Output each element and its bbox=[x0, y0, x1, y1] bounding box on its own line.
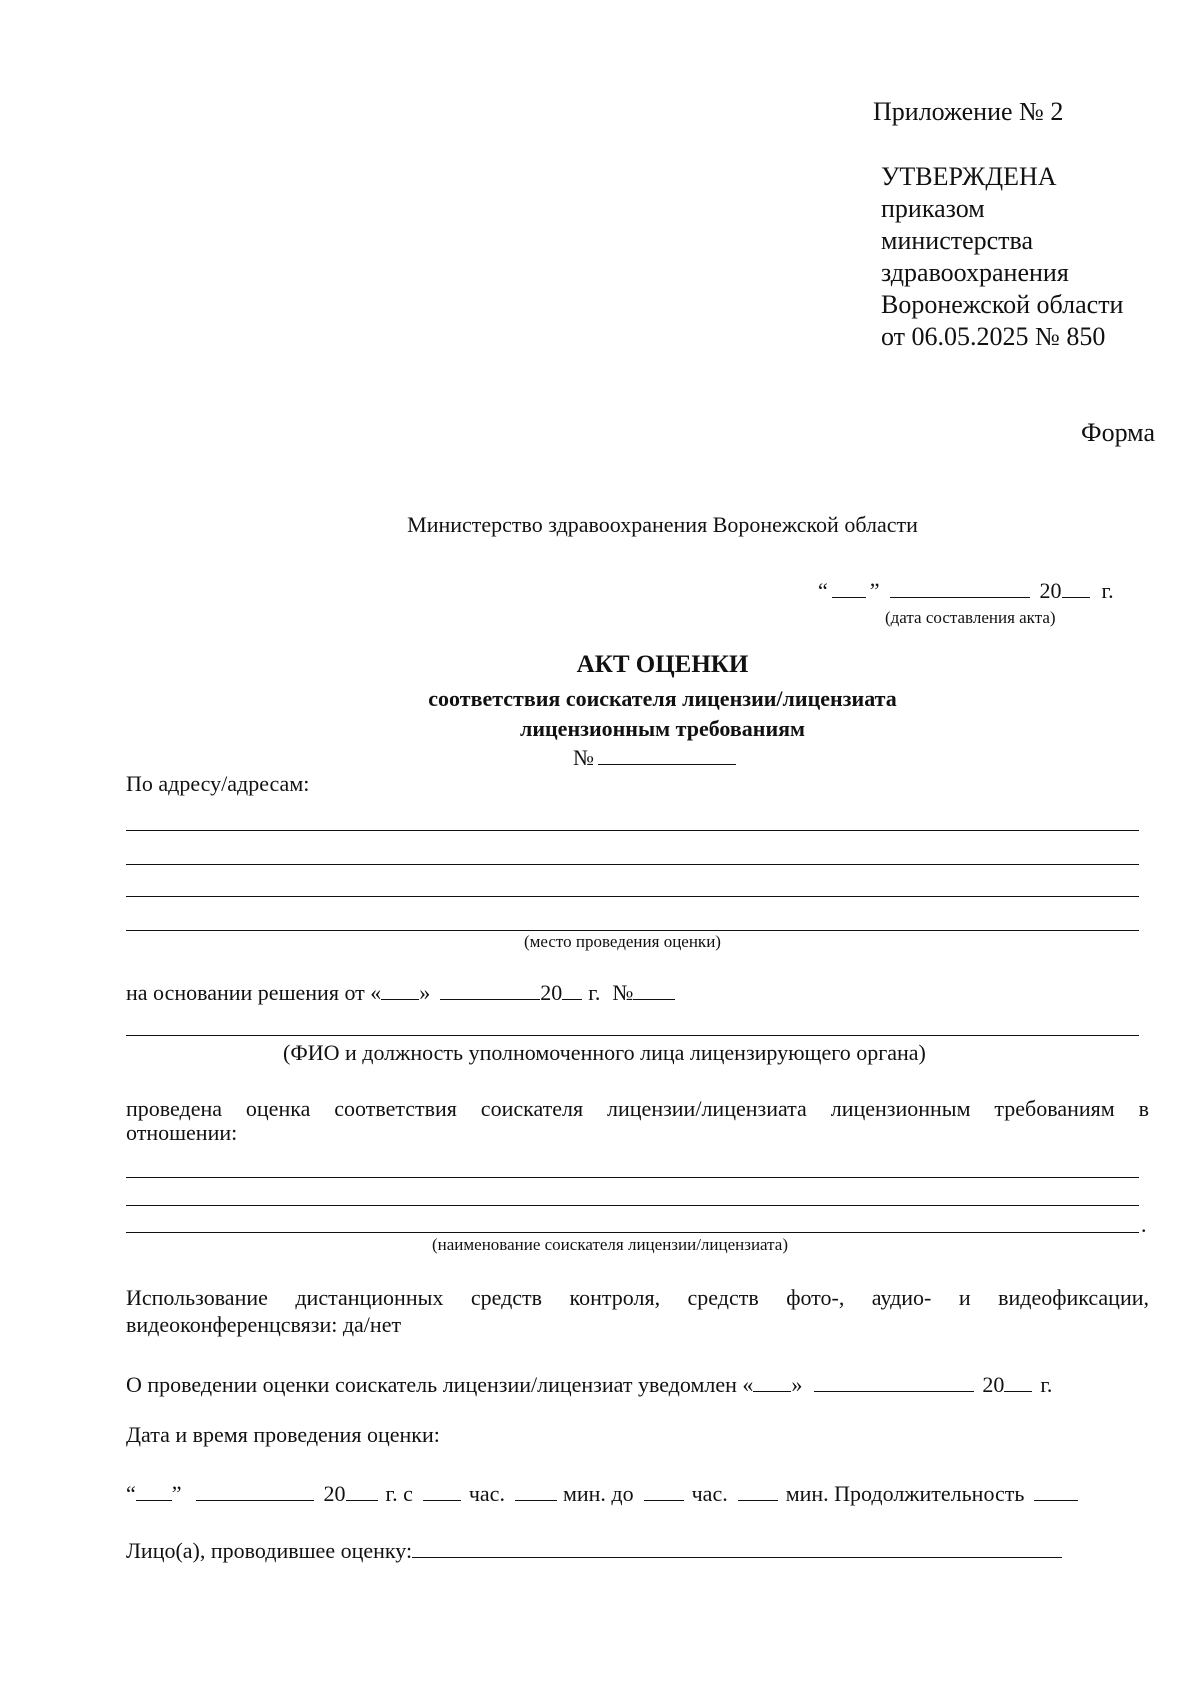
decision-number-sign: № bbox=[612, 980, 634, 1005]
dt-minutes-2: мин. Продолжительность bbox=[785, 1481, 1025, 1506]
act-number-blank[interactable] bbox=[598, 746, 736, 765]
address-caption: (место проведения оценки) bbox=[524, 932, 721, 951]
applicant-line[interactable] bbox=[126, 1177, 1139, 1178]
datetime-line bbox=[126, 1481, 1082, 1507]
decision-number-blank[interactable] bbox=[633, 981, 675, 1000]
notified-day-blank[interactable] bbox=[753, 1373, 791, 1392]
person-line bbox=[126, 1538, 1062, 1564]
form-label: Форма bbox=[1081, 418, 1155, 447]
applicant-period: . bbox=[1141, 1212, 1147, 1237]
month-blank[interactable] bbox=[890, 579, 1030, 598]
person-blank[interactable] bbox=[412, 1539, 1062, 1558]
decision-year-blank[interactable] bbox=[562, 981, 582, 1000]
decision-year-suffix: г. bbox=[588, 980, 601, 1005]
decision-quote-close: » bbox=[419, 980, 431, 1005]
official-name-line[interactable] bbox=[126, 1035, 1139, 1036]
dt-close-quote: ” bbox=[171, 1481, 182, 1506]
dt-year-prefix: 20 bbox=[323, 1481, 346, 1506]
year-blank[interactable] bbox=[1062, 579, 1090, 598]
year-suffix: г. bbox=[1101, 578, 1114, 603]
address-line[interactable] bbox=[126, 930, 1139, 931]
dt-minutes-to-blank[interactable] bbox=[738, 1482, 778, 1501]
dt-hours-1: час. bbox=[468, 1481, 505, 1506]
approved-line: от 06.05.2025 № 850 bbox=[881, 322, 1106, 351]
close-quote: ” bbox=[869, 578, 880, 603]
notified-year-prefix: 20 bbox=[982, 1372, 1005, 1397]
appendix-title: Приложение № 2 bbox=[873, 97, 1064, 126]
person-label: Лицо(а), проводившее оценку: bbox=[126, 1538, 413, 1563]
day-blank[interactable] bbox=[832, 579, 866, 598]
applicant-line[interactable] bbox=[126, 1232, 1139, 1233]
decision-day-blank[interactable] bbox=[381, 981, 419, 1000]
act-subtitle-2: лицензионным требованиям bbox=[519, 716, 806, 741]
assessment-text-1: проведена оценка соответствия соискателя лицензии/лицензиата лицензионным требованиям в bbox=[126, 1096, 1149, 1121]
notified-prefix: О проведении оценки соискатель лицензии/лицензиат уведомлен « bbox=[126, 1372, 754, 1397]
notified-month-blank[interactable] bbox=[814, 1373, 974, 1392]
remote-text-1: Использование дистанционных средств контроля, средств фото-, аудио- и видеофиксации, bbox=[126, 1285, 1149, 1310]
approved-line: Воронежской области bbox=[881, 290, 1124, 319]
applicant-caption: (наименование соискателя лицензии/лицензиата) bbox=[432, 1235, 789, 1254]
datetime-label: Дата и время проведения оценки: bbox=[126, 1422, 440, 1447]
notified-year-blank[interactable] bbox=[1004, 1373, 1032, 1392]
date-field bbox=[818, 578, 1114, 604]
decision-line bbox=[126, 980, 675, 1006]
approved-line: здравоохранения bbox=[881, 258, 1069, 287]
address-line[interactable] bbox=[126, 896, 1139, 897]
notified-year-suffix: г. bbox=[1040, 1372, 1053, 1397]
dt-day-blank[interactable] bbox=[136, 1482, 172, 1501]
dt-minutes-1: мин. до bbox=[562, 1481, 634, 1506]
applicant-line[interactable] bbox=[126, 1205, 1139, 1206]
dt-year-blank[interactable] bbox=[346, 1482, 378, 1501]
authority-name: Министерство здравоохранения Воронежской области bbox=[407, 512, 918, 537]
address-label: По адресу/адресам: bbox=[126, 771, 310, 796]
assessment-text-2: отношении: bbox=[126, 1120, 238, 1145]
decision-month-blank[interactable] bbox=[440, 981, 540, 1000]
approved-label: УТВЕРЖДЕНА bbox=[881, 162, 1057, 191]
notified-line bbox=[126, 1372, 1052, 1398]
act-number bbox=[573, 745, 740, 771]
decision-year-prefix: 20 bbox=[540, 980, 563, 1005]
dt-minutes-from-blank[interactable] bbox=[515, 1482, 557, 1501]
remote-text-2: видеоконференцсвязи: да/нет bbox=[126, 1312, 402, 1337]
dt-duration-blank[interactable] bbox=[1034, 1482, 1078, 1501]
dt-open-quote: “ bbox=[126, 1481, 136, 1506]
approved-line: министерства bbox=[881, 226, 1034, 255]
official-caption: (ФИО и должность уполномоченного лица лицензирующего органа) bbox=[283, 1040, 926, 1065]
dt-hours-from-blank[interactable] bbox=[423, 1482, 461, 1501]
dt-from: г. с bbox=[385, 1481, 413, 1506]
act-subtitle-1: соответствия соискателя лицензии/лицензиата bbox=[428, 686, 897, 711]
decision-prefix: на основании решения от « bbox=[126, 980, 382, 1005]
approved-line: приказом bbox=[881, 194, 985, 223]
act-title: АКТ ОЦЕНКИ bbox=[576, 651, 749, 678]
number-sign: № bbox=[573, 745, 594, 770]
address-line[interactable] bbox=[126, 864, 1139, 865]
date-caption: (дата составления акта) bbox=[885, 608, 1056, 627]
dt-hours-2: час. bbox=[691, 1481, 728, 1506]
address-line[interactable] bbox=[126, 830, 1139, 831]
open-quote: “ bbox=[818, 578, 828, 603]
dt-month-blank[interactable] bbox=[196, 1482, 314, 1501]
notified-quote-close: » bbox=[791, 1372, 803, 1397]
year-prefix: 20 bbox=[1039, 578, 1062, 603]
dt-hours-to-blank[interactable] bbox=[644, 1482, 684, 1501]
